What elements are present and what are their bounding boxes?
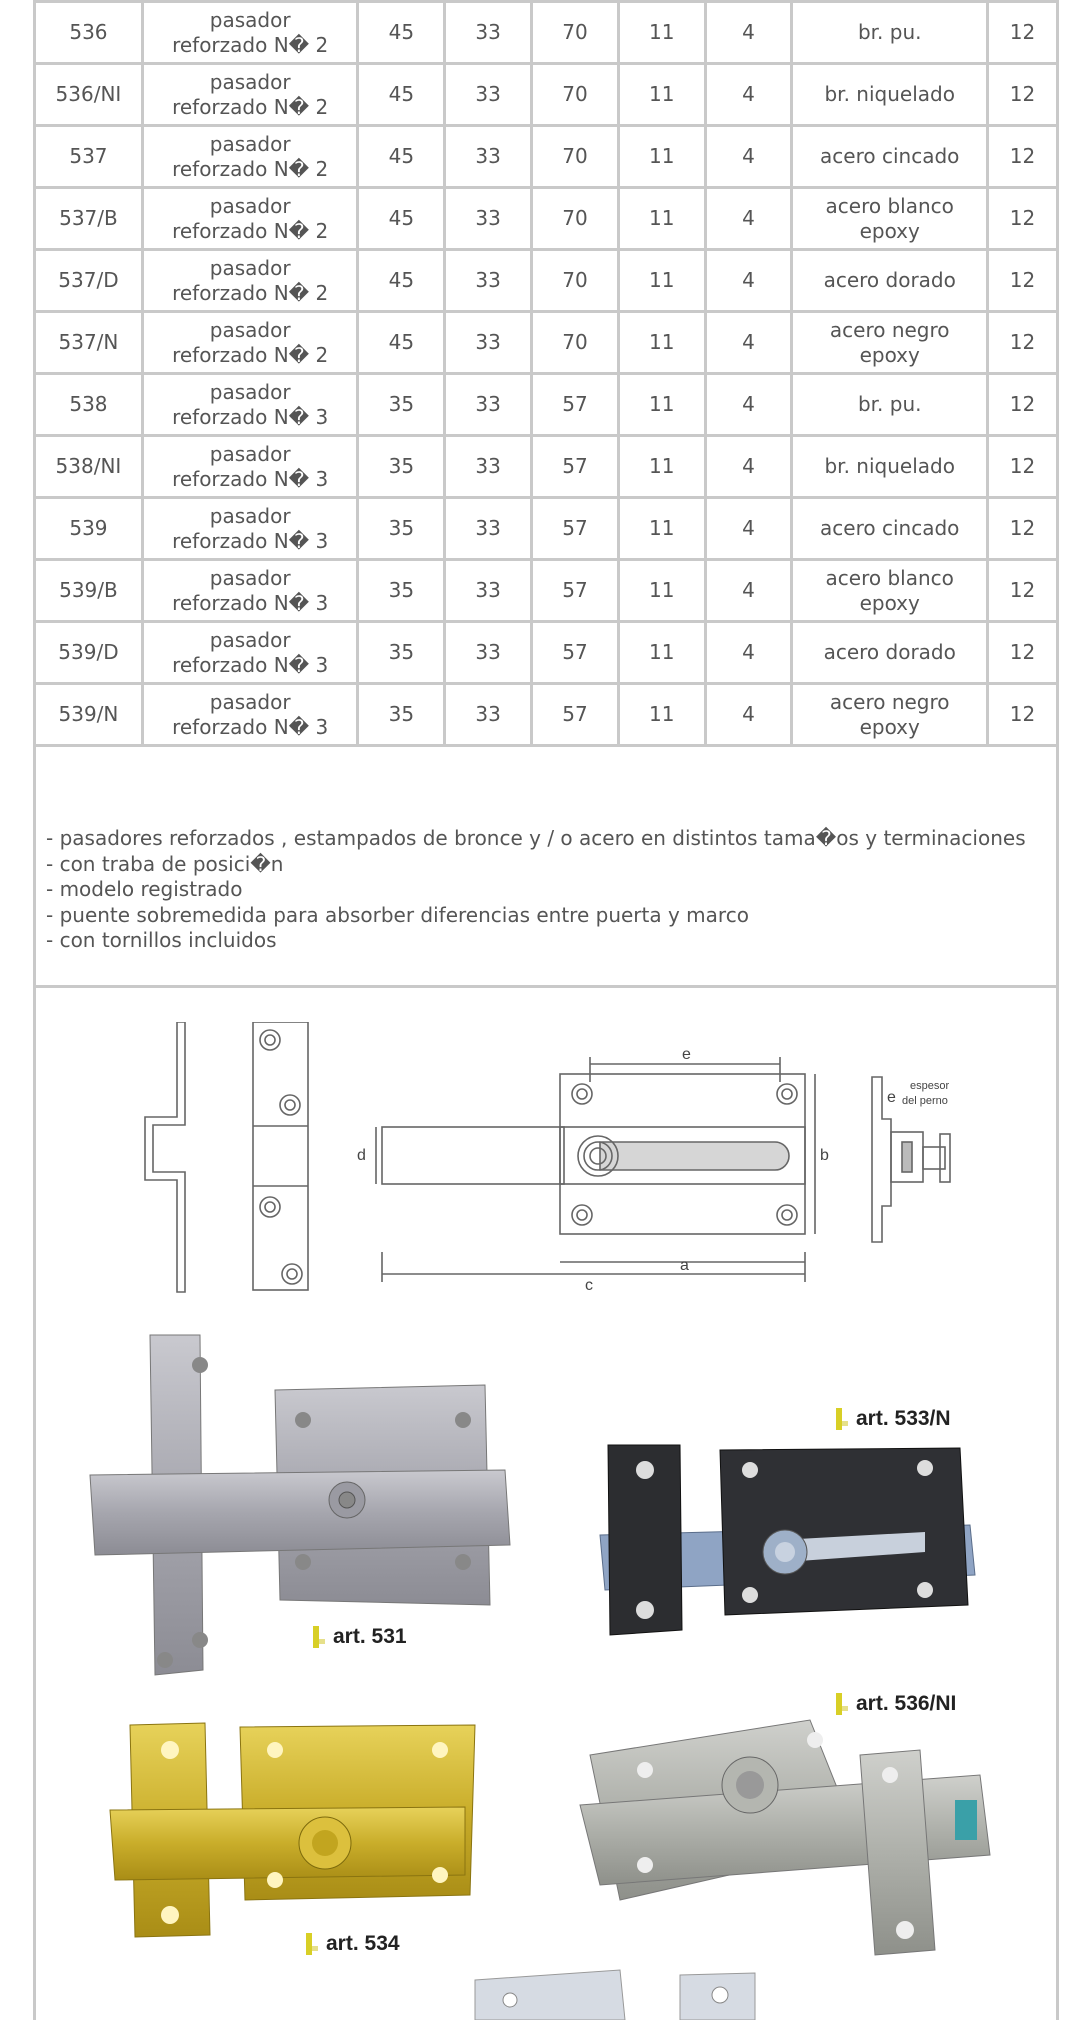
table-cell: 12 — [988, 312, 1058, 374]
table-cell: 57 — [532, 498, 619, 560]
table-cell: 4 — [705, 684, 792, 746]
caption-art-531 — [313, 1625, 407, 1649]
table-cell: 35 — [358, 684, 445, 746]
note-line: - con traba de posici�n — [46, 851, 284, 876]
table-cell: pasador reforzado N� 2 — [142, 64, 358, 126]
table-cell: 45 — [358, 126, 445, 188]
table-cell: 35 — [358, 622, 445, 684]
table-cell: pasador reforzado N� 2 — [142, 188, 358, 250]
table-cell: 70 — [532, 64, 619, 126]
table-cell: pasador reforzado N� 3 — [142, 560, 358, 622]
bullet-icon — [836, 1693, 846, 1715]
table-cell: 35 — [358, 436, 445, 498]
table-cell: 537/D — [35, 250, 143, 312]
note-line: - con tornillos incluidos — [46, 928, 277, 952]
table-cell: 4 — [705, 312, 792, 374]
table-cell: acero negro epoxy — [792, 684, 988, 746]
table-cell: 57 — [532, 374, 619, 436]
table-cell: 12 — [988, 250, 1058, 312]
table-row — [35, 498, 1058, 560]
table-cell: br. niquelado — [792, 64, 988, 126]
table-cell: 539 — [35, 498, 143, 560]
bullet-icon — [836, 1408, 846, 1430]
table-cell: 4 — [705, 436, 792, 498]
table-cell: 12 — [988, 126, 1058, 188]
table-cell: 57 — [532, 560, 619, 622]
table-cell: 4 — [705, 374, 792, 436]
table-row — [35, 64, 1058, 126]
table-cell: 4 — [705, 64, 792, 126]
table-cell: pasador reforzado N� 3 — [142, 622, 358, 684]
table-cell: acero blanco epoxy — [792, 188, 988, 250]
table-row — [35, 126, 1058, 188]
table-row — [35, 2, 1058, 64]
table-cell: 538/NI — [35, 436, 143, 498]
table-cell: 70 — [532, 312, 619, 374]
table-cell: 539/D — [35, 622, 143, 684]
thickness-label: del perno — [902, 1095, 948, 1107]
table-cell: 45 — [358, 188, 445, 250]
table-cell: 33 — [445, 64, 532, 126]
table-cell: 33 — [445, 498, 532, 560]
table-cell: 70 — [532, 188, 619, 250]
table-cell: 537/N — [35, 312, 143, 374]
table-cell: 70 — [532, 250, 619, 312]
table-cell: 537/B — [35, 188, 143, 250]
table-cell: 11 — [618, 374, 705, 436]
table-cell: 33 — [445, 622, 532, 684]
table-cell: 57 — [532, 436, 619, 498]
table-row — [35, 436, 1058, 498]
dimension-label-e-side: e — [887, 1089, 896, 1106]
note-line: - pasadores reforzados , estampados de bronce y / o acero en distintos tama�os y terminaciones — [46, 826, 1026, 850]
table-cell: 536/NI — [35, 64, 143, 126]
table-cell: pasador reforzado N� 3 — [142, 684, 358, 746]
product-photo-533n — [580, 1440, 1000, 1645]
dimension-label-a: a — [680, 1257, 689, 1274]
table-cell: acero dorado — [792, 622, 988, 684]
table-cell: 4 — [705, 622, 792, 684]
table-cell: acero cincado — [792, 498, 988, 560]
table-cell: pasador reforzado N� 3 — [142, 498, 358, 560]
table-cell: 35 — [358, 498, 445, 560]
caption-art-533n — [836, 1407, 951, 1431]
table-cell: 539/B — [35, 560, 143, 622]
table-row — [35, 250, 1058, 312]
table-cell: acero dorado — [792, 250, 988, 312]
bullet-icon — [313, 1626, 323, 1648]
table-cell: 33 — [445, 250, 532, 312]
dimension-label-d: d — [357, 1147, 366, 1164]
caption-text: art. 536/NI — [856, 1692, 957, 1715]
table-cell: 12 — [988, 374, 1058, 436]
table-row — [35, 188, 1058, 250]
table-cell: 12 — [988, 560, 1058, 622]
table-cell: 4 — [705, 188, 792, 250]
product-photo-531 — [85, 1330, 525, 1680]
table-cell: acero cincado — [792, 126, 988, 188]
caption-text: art. 533/N — [856, 1407, 951, 1430]
table-cell: 45 — [358, 64, 445, 126]
table-cell: 11 — [618, 126, 705, 188]
table-cell: acero negro epoxy — [792, 312, 988, 374]
caption-text: art. 534 — [326, 1932, 400, 1955]
table-row — [35, 622, 1058, 684]
table-cell: pasador reforzado N� 3 — [142, 436, 358, 498]
table-cell: br. pu. — [792, 2, 988, 64]
table-cell: 35 — [358, 374, 445, 436]
table-row — [35, 374, 1058, 436]
table-cell: 33 — [445, 312, 532, 374]
table-cell: 33 — [445, 188, 532, 250]
table-cell: 12 — [988, 188, 1058, 250]
table-cell: 4 — [705, 2, 792, 64]
table-cell: 33 — [445, 374, 532, 436]
table-cell: 11 — [618, 436, 705, 498]
table-cell: 11 — [618, 560, 705, 622]
table-cell: br. pu. — [792, 374, 988, 436]
note-line: - puente sobremedida para absorber diferencias entre puerta y marco — [46, 902, 749, 927]
table-cell: 11 — [618, 188, 705, 250]
table-cell: 11 — [618, 250, 705, 312]
table-cell: 537 — [35, 126, 143, 188]
table-cell: 45 — [358, 250, 445, 312]
table-cell: 11 — [618, 312, 705, 374]
table-cell: 539/N — [35, 684, 143, 746]
bullet-icon — [306, 1933, 316, 1955]
table-cell: 57 — [532, 684, 619, 746]
table-cell: pasador reforzado N� 2 — [142, 126, 358, 188]
table-cell: 11 — [618, 498, 705, 560]
note-line: - modelo registrado — [46, 877, 243, 901]
caption-text: art. 531 — [333, 1625, 407, 1648]
table-cell: 33 — [445, 126, 532, 188]
table-cell: 33 — [445, 2, 532, 64]
table-cell: 536 — [35, 2, 143, 64]
table-cell: 4 — [705, 126, 792, 188]
table-cell: 11 — [618, 622, 705, 684]
table-cell: 57 — [532, 622, 619, 684]
table-cell: 12 — [988, 684, 1058, 746]
table-cell: 12 — [988, 498, 1058, 560]
product-notes — [33, 818, 1059, 988]
table-cell: pasador reforzado N� 3 — [142, 374, 358, 436]
table-row — [35, 684, 1058, 746]
table-cell: pasador reforzado N� 2 — [142, 312, 358, 374]
caption-art-534 — [306, 1932, 400, 1956]
table-cell: 12 — [988, 64, 1058, 126]
dimension-label-c: c — [585, 1277, 593, 1294]
table-cell: 538 — [35, 374, 143, 436]
dimension-label-e: e — [682, 1046, 691, 1063]
table-cell: 45 — [358, 312, 445, 374]
table-cell: 33 — [445, 436, 532, 498]
table-cell: 35 — [358, 560, 445, 622]
table-cell: 4 — [705, 250, 792, 312]
table-cell: 12 — [988, 622, 1058, 684]
product-table — [33, 0, 1059, 747]
product-photo-536ni — [560, 1715, 1000, 1960]
table-cell: 33 — [445, 684, 532, 746]
table-cell: 12 — [988, 2, 1058, 64]
product-photo-partial — [470, 1965, 760, 2020]
table-cell: 70 — [532, 2, 619, 64]
table-cell: 4 — [705, 560, 792, 622]
table-cell: 11 — [618, 684, 705, 746]
table-cell: acero blanco epoxy — [792, 560, 988, 622]
table-cell: 33 — [445, 560, 532, 622]
table-cell: 11 — [618, 2, 705, 64]
table-cell: 11 — [618, 64, 705, 126]
technical-drawing — [120, 1022, 1000, 1302]
dimension-label-b: b — [820, 1147, 829, 1164]
table-cell: pasador reforzado N� 2 — [142, 2, 358, 64]
table-cell: 70 — [532, 126, 619, 188]
caption-art-536ni — [836, 1692, 956, 1716]
table-cell: 45 — [358, 2, 445, 64]
table-cell: br. niquelado — [792, 436, 988, 498]
table-cell: pasador reforzado N� 2 — [142, 250, 358, 312]
product-photo-534 — [105, 1715, 485, 1940]
table-cell: 12 — [988, 436, 1058, 498]
thickness-label: espesor — [910, 1080, 950, 1092]
table-cell: 4 — [705, 498, 792, 560]
table-row — [35, 312, 1058, 374]
table-row — [35, 560, 1058, 622]
